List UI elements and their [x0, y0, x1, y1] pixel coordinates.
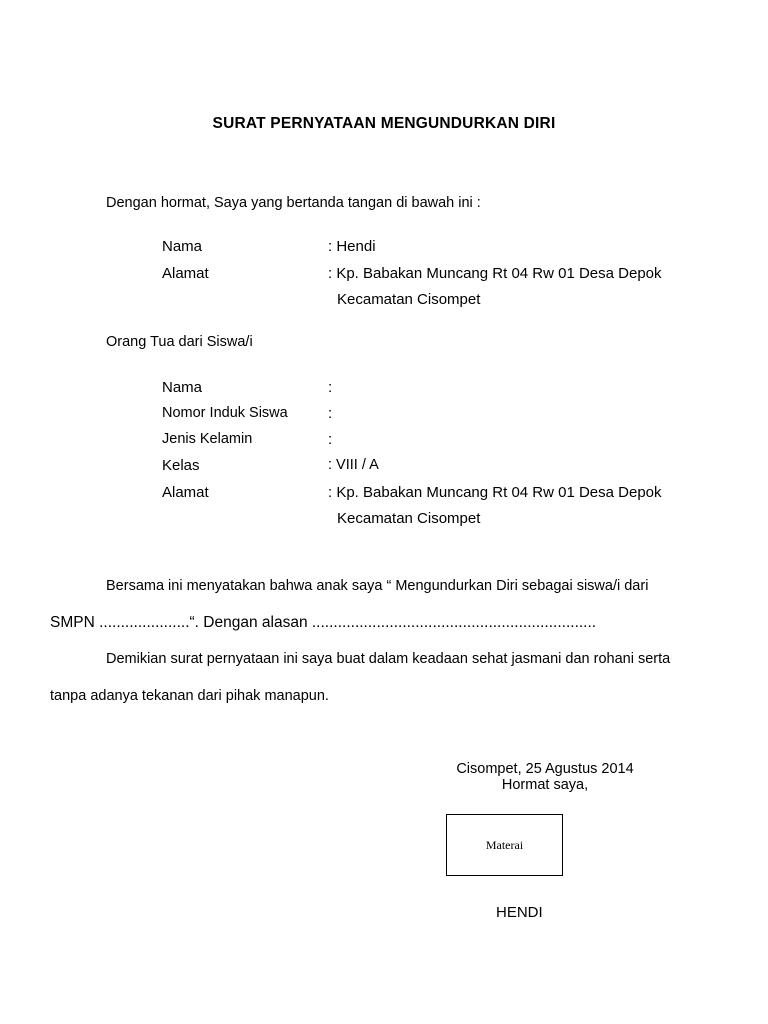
student-class-value: : VIII / A	[328, 457, 379, 473]
student-name-label: Nama	[162, 379, 203, 396]
student-name-value: :	[328, 379, 333, 396]
closing-line-2: tanpa adanya tekanan dari pihak manapun.	[50, 688, 329, 704]
parent-address-label: Alamat	[162, 265, 209, 282]
closing-line-1: Demikian surat pernyataan ini saya buat dalam keadaan sehat jasmani dan rohani serta	[106, 651, 671, 667]
stamp-label: Materai	[485, 837, 524, 852]
opening-line: Dengan hormat, Saya yang bertanda tangan di bawah ini :	[106, 195, 481, 211]
student-nis-label: Nomor Induk Siswa	[162, 405, 288, 421]
student-address-value: : Kp. Babakan Muncang Rt 04 Rw 01 Desa Depok	[328, 484, 662, 501]
student-gender-value: :	[328, 431, 333, 448]
student-heading: Orang Tua dari Siswa/i	[106, 334, 253, 350]
student-address-label: Alamat	[162, 484, 209, 501]
statement-line-2: SMPN .....................“. Dengan alasan ..................................................................	[50, 614, 597, 631]
parent-address-value: : Kp. Babakan Muncang Rt 04 Rw 01 Desa Depok	[328, 265, 662, 282]
parent-name-label: Nama	[162, 238, 203, 255]
regards: Hormat saya,	[501, 777, 589, 793]
statement-line-1: Bersama ini menyatakan bahwa anak saya “ Mengundurkan Diri sebagai siswa/i dari	[106, 578, 649, 594]
parent-name-value: : Hendi	[328, 238, 376, 255]
letter-title: SURAT PERNYATAAN MENGUNDURKAN DIRI	[212, 115, 556, 132]
student-gender-label: Jenis Kelamin	[162, 431, 253, 447]
place-date: Cisompet, 25 Agustus 2014	[456, 761, 634, 777]
student-nis-value: :	[328, 405, 333, 422]
signer-name: HENDI	[496, 904, 543, 921]
student-class-label: Kelas	[162, 457, 200, 474]
student-address-value-2: Kecamatan Cisompet	[337, 510, 481, 527]
parent-address-value-2: Kecamatan Cisompet	[337, 291, 481, 308]
stamp-box	[446, 814, 563, 876]
